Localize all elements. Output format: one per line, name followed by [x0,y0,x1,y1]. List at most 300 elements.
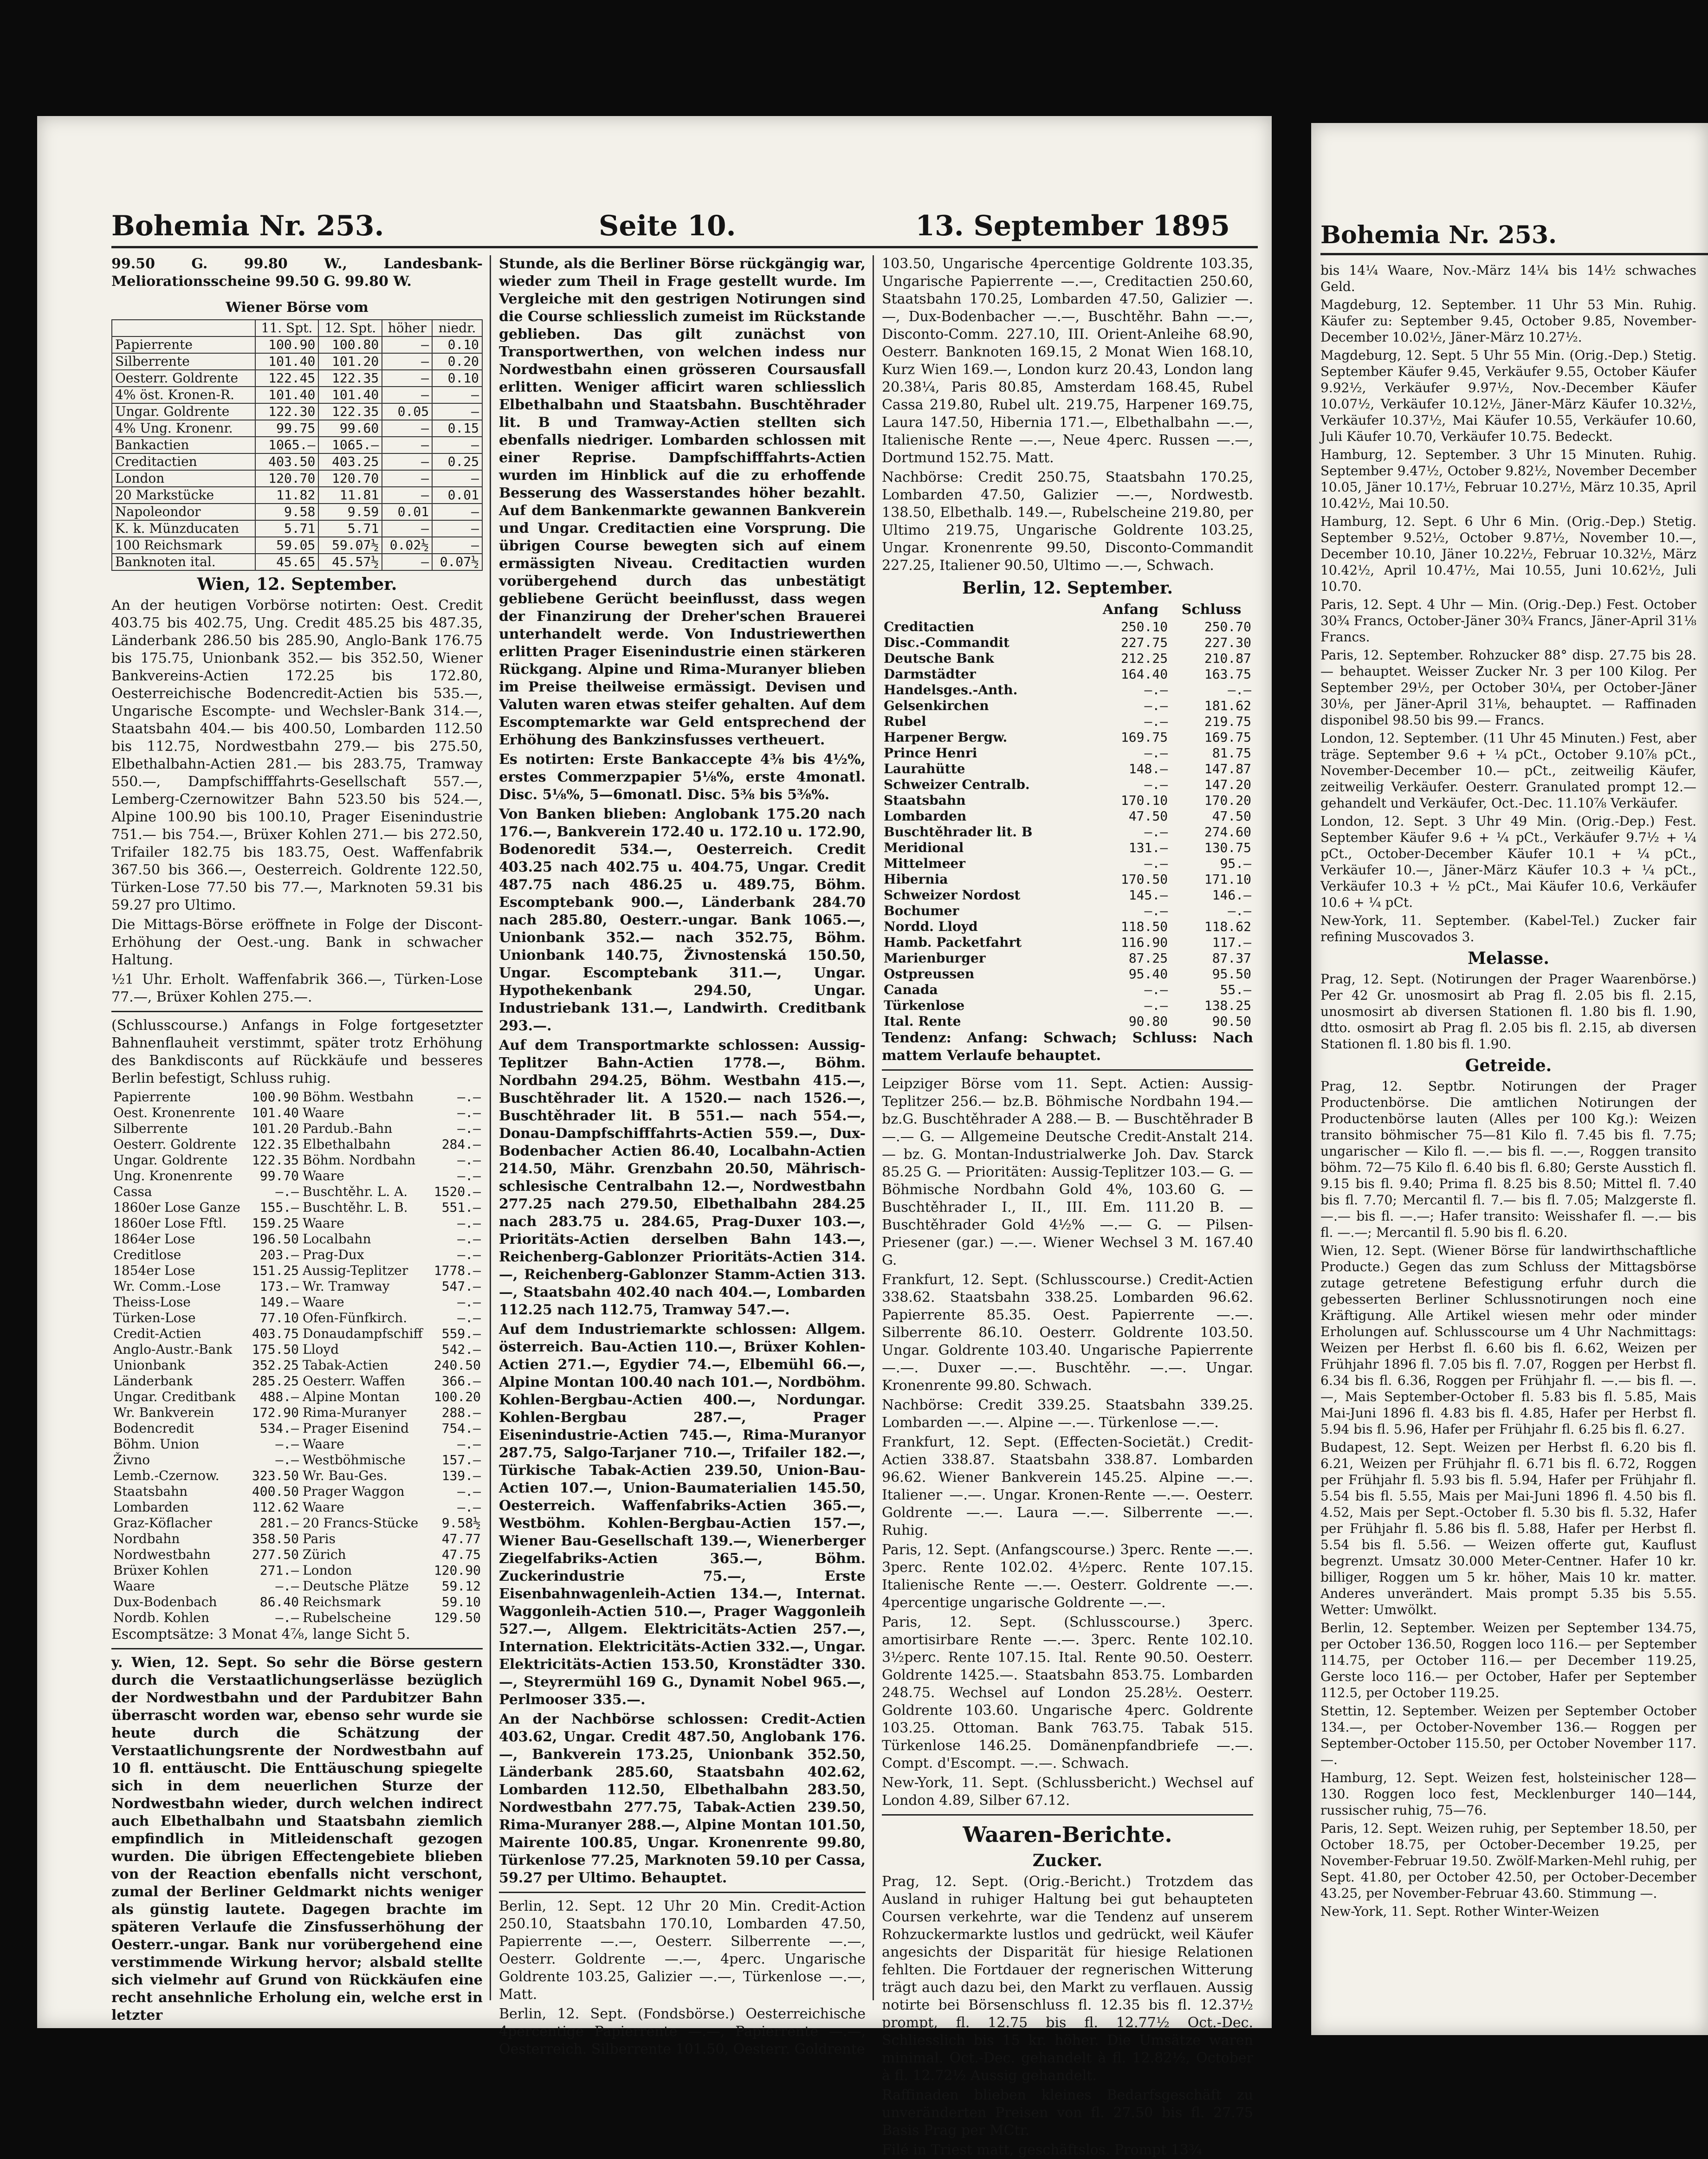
table-cell: 86.40 [259,1594,299,1610]
table-cell: —.— [1144,698,1168,713]
table-cell: 11.81 [318,487,382,504]
table-cell: 203.— [259,1247,299,1262]
table-row [882,666,1253,682]
table-cell: Lemb.-Czernow. [113,1468,220,1483]
table-cell: 155.— [259,1200,299,1215]
table-row [111,1089,483,1105]
table-cell: Nordd. Lloyd [884,919,978,934]
table-row [112,437,482,453]
table-row [112,370,482,387]
table-row [112,537,482,554]
table-cell: Waare [303,1105,344,1120]
divider [882,1069,1253,1071]
paragraph: New-York, 11. September. (Kabel-Tel.) Zucker fair refining Muscovados 3. [1320,913,1696,944]
table-cell: 285.25 [252,1373,299,1389]
table-cell: Theiss-Lose [113,1294,191,1310]
table-cell: Lloyd [303,1342,339,1357]
paragraph: Nachbörse: Credit 339.25. Staatsbahn 339.25. Lombarden —.—. Alpine —.—. Türkenlose —.—. [882,1397,1253,1431]
table-cell: 118.62 [1204,919,1251,934]
table-row [111,1310,483,1326]
table-cell: 55.— [1220,982,1251,997]
table-cell: Rubelscheine [303,1610,391,1625]
table-row [111,1468,483,1484]
table-cell: 45.57½ [318,554,382,570]
table-cell: 210.87 [1204,651,1251,666]
table-cell: Creditactien [112,453,255,470]
table-cell: — [382,353,432,370]
paragraph: Hamburg, 12. Sept. 6 Uhr 6 Min. (Orig.-Dep.) Stetig. September 9.52½, October 9.87½, November 10.—, December 10.10, Jäner 10.22½, Februar 10.32½, März 10.42½, April 10.47½, Mai 10.55, Juni 10.62½, Juli 10.70. [1320,514,1696,594]
table-cell: Ung. Kronenrente [113,1168,233,1183]
table-row [882,998,1253,1014]
table-row [111,1152,483,1168]
table-cell: — [382,437,432,453]
table-cell: 4% öst. Kronen-R. [112,387,255,403]
table-cell: 99.75 [255,420,319,437]
paragraph: Berlin, 12. Sept. (Fondsbörse.) Oesterreichische 4percentige Papierrente —.—, Papierrente —.—, Oesterreich. Silberrente 101.50, Oesterr. Goldrente [499,2006,866,2057]
table-cell: — [382,470,432,487]
table-cell: 403.50 [255,453,319,470]
table-cell: —.— [275,1578,299,1594]
paragraph: ½1 Uhr. Erholt. Waffenfabrik 366.—, Türken-Lose 77.—, Brüxer Kohlen 275.—. [111,971,483,1005]
table-cell: 122.30 [255,403,319,420]
paragraph: Paris, 12. Sept. (Anfangscourse.) 3perc. Rente —.—. 3perc. Rente 102.02. 4½perc. Rente 107.15. Italienische Rente —.—. Oesterr. Goldrente —.—. 4percentige ungarische Goldrente —.—. [882,1542,1253,1611]
paragraph: Magdeburg, 12. September. 11 Uhr 53 Min. Ruhig. Käufer zu: September 9.45, October 9.85, November-December 10.02½, Jäner-März 10.27½. [1320,297,1696,345]
table-cell: —.— [457,1294,481,1310]
table-cell: Gelsenkirchen [884,698,989,713]
table-cell: Oesterr. Goldrente [112,370,255,387]
table-cell: 323.50 [252,1468,299,1483]
table-row [111,1452,483,1468]
table-row [112,554,482,570]
table-cell: Türkenlose [884,998,965,1013]
paragraph: Hamburg, 12. September. 3 Uhr 15 Minuten. Ruhig. September 9.47½, October 9.82½, November December 10.05, Jäner 10.17½, Februar 10.27½, März 10.35, April 10.42½, Mai 10.50. [1320,447,1696,511]
table-row [112,520,482,537]
table-cell: — [382,453,432,470]
table-cell: 0.01 [382,504,432,520]
section-title-zucker: Zucker. [1032,1851,1103,1870]
table-cell: 100.80 [318,336,382,353]
table-row [112,487,482,504]
table-row [111,1231,483,1247]
table-cell: Staatsbahn [113,1484,188,1499]
table-cell: 148.— [1128,761,1168,776]
table-cell: 169.75 [1120,730,1168,745]
table-cell: Prager Eisenind [303,1421,409,1436]
table-row [882,919,1253,935]
table-cell: Rima-Muranyer [303,1405,407,1420]
table-row [111,1215,483,1231]
paragraph: Prag, 12. Septbr. Notirungen der Prager Productenbörse. Die amtlichen Notirungen der Productenbörse lauten (Alles per 100 Kg.): Weizen transito böhmischer 75—81 Kilo fl. 7.45 bis fl. 7.75; ungarischer — Kilo fl. —.— bis fl. —.—, Roggen transito böhm. 72—75 Kilo fl. 6.40 bis fl. 6.80; Gerste Ausstich fl. 9.15 bis fl. 9.40; Prima fl. 8.25 bis 8.50; Mittel fl. 7.40 bis fl. 7.70; Mercantil fl. 7.— bis fl. 7.05; Malzgerste fl. —.— bis fl. —.—; Hafer transito: Weisshafer fl. —.— bis fl. —.—; Mercantil fl. 5.90 bis fl. 6.20. [1320,1079,1696,1240]
table-cell: —.— [457,1121,481,1136]
table-cell: 547.— [441,1279,481,1294]
section-title-berlin: Berlin, 12. September. [962,578,1173,598]
table-cell: 1778.— [433,1263,481,1278]
table-cell: 227.30 [1204,635,1251,650]
table-cell: —.— [1144,745,1168,761]
table-cell: —.— [457,1152,481,1168]
table-row [882,698,1253,714]
table-row [882,982,1253,998]
table-cell: 131.— [1128,840,1168,855]
table-cell: —.— [457,1168,481,1183]
paper-title: Bohemia Nr. 253. [1320,221,1557,249]
table-cell: Böhm. Westbahn [303,1089,414,1105]
table-cell: Türken-Lose [113,1310,196,1325]
table-row [882,950,1253,966]
table-cell: 0.20 [432,353,482,370]
table-cell: 159.25 [252,1215,299,1231]
table-cell: Živno [113,1452,150,1467]
column-header: 12. Spt. [318,320,382,336]
table-cell: — [382,370,432,387]
table-cell: Papierrente [112,336,255,353]
table-cell: Ungar. Goldrente [113,1152,228,1168]
table-row [882,619,1253,635]
table-cell: 284.— [441,1137,481,1152]
column-header [882,601,1092,619]
table-row [882,966,1253,982]
table-row [111,1342,483,1357]
table-cell: Anglo-Austr.-Bank [113,1342,233,1357]
table-cell: 0.05 [382,403,432,420]
table-cell: —.— [1228,903,1251,918]
table-cell: Alpine Montan [303,1389,400,1404]
table-cell: — [382,520,432,537]
table-cell: 99.70 [259,1168,299,1183]
table-cell: —.— [275,1452,299,1467]
paragraph: Raffinaden blieben kleines Bedarfsgeschäft zu unveränderten Preisen von fl. 27.50 bis fl. 27.75 Basis Prag per MCtr. [882,2087,1253,2139]
table-cell: Böhm. Nordbahn [303,1152,416,1168]
table-cell: Unionbank [113,1357,186,1373]
right-page [1311,123,1708,2035]
table-cell: Prag-Dux [303,1247,364,1262]
table-cell: 277.50 [252,1547,299,1562]
table-row [882,887,1253,903]
paragraph: Hamburg, 12. Sept. Weizen fest, holsteinischer 128—130. Roggen loco fest, Mecklenburger 140—144, russischer ruhig, 75—76. [1320,1770,1696,1818]
paragraph: Paris, 12. Sept. 4 Uhr — Min. (Orig.-Dep.) Fest. October 30¾ Francs, October-Jäner 30¾ Francs, Jäner-April 31⅛ Francs. [1320,597,1696,645]
paragraph: Stunde, als die Berliner Börse rückgängig war, wieder zum Theil in Frage gestellt wurde. Im Vergleiche mit den gestrigen Notirungen sind die Course schliesslich zumeist im Rückstande geblieben. Das gilt zunächst von Transportwerthen, von welchen indess nur Nordwestbahn einen grösseren Coursausfall erlitten. Weniger afficirt waren schliesslich Elbethalbahn und Staatsbahn. Buschtěhrader lit. B und Tramway-Actien stellten sich ebenfalls niedriger. Lombarden schlossen mit einer Reprise. Dampfschifffahrts-Actien wurden im Hinblick auf die zu erhoffende Besserung des Wasserstandes höher bezahlt. Auf dem Bankenmarkte gewannen Bankverein und Ungar. Creditactien eine Vorsprung. Die übrigen Course bewegten sich auf einem ermässigten Niveau. Creditactien wurden vorübergehend durch das unbestätigt gebliebene Gerücht beeinflusst, dass wegen der Finanzirung der Dreher'schen Brauerei unterhandelt werde. Von Industriewerthen erlitten Prager Eisenindustrie einen stärkeren Rückgang. Alpine und Rima-Muranyer blieben im Preise theilweise ermässigt. Devisen und Valuten waren etwas steifer gehalten. Auf dem Escomptemarkte war Geld entsprechend der Erhöhung des Bankzinsfusses vertheuert. [499,256,866,748]
paragraph: New-York, 11. Sept. Rother Winter-Weizen [1320,1904,1599,1919]
table-cell: 164.40 [1120,666,1168,682]
table-row [111,1294,483,1310]
paragraph: An der Nachbörse schlossen: Credit-Actien 403.62, Ungar. Credit 487.50, Anglobank 176.—, Bankverein 173.25, Unionbank 352.50, Länderbank 285.60, Staatsbahn 402.62, Lombarden 112.50, Elbethalbahn 283.50, Nordwestbahn 277.75, Tabak-Actien 239.50, Rima-Muranyer 288.—, Alpine Montan 101.50, Mairente 100.85, Ungar. Kronenrente 99.80, Türkenlose 77.25, Marknoten 59.10 per Cassa, 59.27 per Ultimo. Behauptet. [499,1711,866,1886]
table-cell: 196.50 [252,1231,299,1247]
table-cell: 0.01 [432,487,482,504]
table-row [111,1105,483,1121]
paragraph: Prag, 12. Sept. (Orig.-Bericht.) Trotzdem das Ausland in ruhiger Haltung bei gut behaupteten Coursen verkehrte, war die Tendenz auf unserem Rohzuckermarkte lustlos und gedrückt, weil Käufer angesichts der Disparität für hiesige Relationen fehlten. Die Fortdauer der regnerischen Witterung trägt auch dazu bei, den Markt zu verflauen. Aussig notirte bei Börsenschluss fl. 12.35 bis fl. 12.37½ prompt, fl. 12.75 bis fl. 12.77½ Oct.-Dec. Schliesslich bis 15 kr. höher. Die Umsätze waren minimal. Oct.-Dec. gehandelt à fl. 12.82½, October à fl. 12.72½ Aussig gehandelt. [882,1874,1253,2084]
table-row [111,1515,483,1531]
table-cell: Ostpreussen [884,966,975,982]
column-right [1320,262,1696,2017]
table-row [111,1247,483,1263]
table-cell: 488.— [259,1389,299,1404]
table-cell: Staatsbahn [884,793,966,808]
market-report: y. Wien, 12. Sept. So sehr die Börse gestern durch die Verstaatlichungserlässe bezüglich der Nordwestbahn und der Pardubitzer Bahn überrascht worden war, ebenso sehr wurde sie heute durch die Schätzung der Verstaatlichungsrente der Nordwestbahn auf 10 fl. enttäuscht. Die Enttäuschung spiegelte sich in dem neuerlichen Sturze der Nordwestbahn wieder, durch welchen indirect auch Elbethalbahn und Staatsbahn ziemlich empfindlich in Mitleidenschaft gezogen wurden. Die übrigen Effectengebiete blieben von der Reaction ebenfalls nicht verschont, zumal der Berliner Geldmarkt nichts weniger als günstig lautete. Dagegen brachte im späteren Verlaufe die Zinsfusserhöhung der Oesterr.-ungar. Bank nur vorübergehend eine verstimmende Wirkung hervor; alsbald stellte sich vielmehr auf Grund von Rückkäufen eine recht ansehnliche Erholung ein, welche erst in letzter [111,1655,483,2023]
table-cell: Laurahütte [884,761,965,776]
table-cell: 101.20 [318,353,382,370]
table-cell: 87.37 [1212,950,1251,966]
table-cell: Localbahn [303,1231,371,1247]
table-cell: 0.02½ [382,537,432,554]
table-cell: — [382,420,432,437]
paragraph: Leipziger Börse vom 11. Sept. Actien: Aussig-Teplitzer 256.— bz.B. Böhmische Nordbahn 194.— bz.G. Buschtěhrader A 288.— B. — Buschtěhrader B —.— G. — Allgemeine Deutsche Credit-Anstalt 214.— bz. G. Montan-Industrialwerke Joh. Dav. Starck 85.25 G. — Prioritäten: Aussig-Teplitzer 103.— G. — Böhmische Nordbahn Gold 4%, 103.60 G. — Buschtěhrader I., II., III. Em. 111.20 B. — Buschtěhrader Gold 4½% —.— G. — Pilsen-Priesener (gar.) —.—. Wiener Wechsel 3 M. 167.40 G. [882,1076,1253,1268]
table-cell: 171.10 [1204,872,1251,887]
table-cell: Oesterr. Waffen [303,1373,405,1389]
paragraph: Auf dem Transportmarkte schlossen: Aussig-Teplitzer Bahn-Actien 1778.—, Böhm. Nordbahn 294.25, Böhm. Westbahn 415.—, Buschtěhrader lit. A 1520.— nach 1526.—, Buschtěhrader lit. B 551.— nach 554.—, Donau-Dampfschifffahrts-Actien 559.—, Dux-Bodenbacher Actien 86.40, Localbahn-Actien 214.50, Mähr. Grenzbahn 20.50, Mährisch-schlesische Centralbahn 12.—, Nordwestbahn 277.25 nach 279.50, Elbethalbahn 284.25 nach 283.75 u. 284.65, Prag-Duxer 103.—, Prioritäts-Actien derselben Bahn 143.—, Reichenberg-Gablonzer Prioritäts-Actien 314.—, Reichenberg-Gablonzer Stamm-Actien 313.—, Staatsbahn 402.40 nach 404.—, Lombarden 112.25 nach 112.75, Tramway 547.—. [499,1037,866,1318]
table-cell: 146.— [1212,887,1251,903]
table-row [112,336,482,353]
table-cell: 77.10 [259,1310,299,1325]
table-row [882,793,1253,808]
paragraph: Frankfurt, 12. Sept. (Schlusscourse.) Credit-Actien 338.62. Staatsbahn 338.25. Lombarden 96.62. Papierrente 85.35. Oest. Papierrente —.—. Silberrente 86.10. Oesterr. Goldrente 103.50. Ungar. Goldrente 103.40. Ungarische Papierrente —.—. Duxer —.—. Buschtěhr. —.—. Ungar. Kronenrente 99.80. Schwach. [882,1272,1253,1394]
table-cell: —.— [1144,714,1168,729]
table-row [111,1326,483,1342]
table-row [111,1263,483,1279]
table-cell: 163.75 [1204,666,1251,682]
table-cell: Papierrente [113,1089,191,1105]
table-cell: 9.58½ [441,1515,481,1531]
table-row [882,777,1253,793]
table-cell: Oest. Kronenrente [113,1105,235,1120]
table-cell: —.— [457,1247,481,1262]
paragraph: Budapest, 12. Sept. Weizen per Herbst fl. 6.20 bis fl. 6.21, Weizen per Frühjahr fl. 6.71 bis fl. 6.72, Roggen per Frühjahr fl. 5.93 bis fl. 5.94, Hafer per Frühjahr fl. 5.54 bis fl. 5.55, Mais per Mai-Juni 1896 fl. 4.50 bis fl. 4.52, Mais per Sept.-October fl. 5.30 bis fl. 5.32, Hafer per Frühjahr fl. 5.86 bis fl. 5.88, Hafer per Herbst fl. 5.54 bis fl. 5.56. — Weizen offerte gut, Kauflust begrenzt. Umsatz 30.000 Meter-Centner. Hafer 10 kr. billiger, Roggen um 5 kr. höher, Mais 10 kr. matter. Anderes unverändert. Mais prompt 5.35 bis 5.55. Wetter: Umwölkt. [1320,1440,1696,1617]
table-cell: 117.— [1212,935,1251,950]
table-row [111,1184,483,1200]
table-cell: 59.12 [441,1578,481,1594]
paragraph: bis 14¼ Waare, Nov.-März 14¼ bis 14½ schwaches Geld. [1320,263,1696,294]
table-row [882,935,1253,950]
table-cell: Prince Henri [884,745,977,761]
table-cell: Deutsche Bank [884,651,994,666]
table-row [111,1373,483,1389]
table-cell: 175.50 [252,1342,299,1357]
table-cell: 274.60 [1204,824,1251,840]
paper-title: Bohemia Nr. 253. [111,210,384,242]
table-cell: Ungar. Creditbank [113,1389,236,1404]
table-cell: — [432,387,482,403]
paragraph: Frankfurt, 12. Sept. (Effecten-Societät.) Credit-Actien 338.87. Staatsbahn 338.87. Lombarden 96.62. Wiener Bankverein 145.25. Alpine —.—. Italiener —.—. Ungar. Kronen-Rente —.—. Oesterr. Goldrente —.—. Laura —.—. Silberrente —.—. Ruhig. [882,1434,1253,1538]
table-cell: 5.71 [255,520,319,537]
table-cell: Schweizer Nordost [884,887,1021,903]
table-cell: 118.50 [1120,919,1168,934]
paragraph: Nachbörse: Credit 250.75, Staatsbahn 170.25, Lombarden 47.50, Galizier —.—, Nordwestb. 138.50, Elbethalb. 149.—, Rubelscheine 219.80, per Ultimo 219.75, Ungarische Goldrente 103.25, Ungar. Kronenrente 99.50, Disconto-Commandit 227.25, Italiener 90.50, Ultimo —.—, Schwach. [882,469,1253,574]
table-row [882,1014,1253,1029]
table-row [112,420,482,437]
table-cell: 100.90 [252,1089,299,1105]
table-cell: 1860er Lose Fftl. [113,1215,227,1231]
table-row [882,682,1253,698]
paragraph: 103.50, Ungarische 4percentige Goldrente 103.35, Ungarische Papierrente —.—, Creditactien 250.60, Staatsbahn 170.25, Lombarden 47.50, Galizier —.—, Dux-Bodenbacher —.—, Buschtěhr. Bahn —.—, Disconto-Comm. 227.10, III. Orient-Anleihe 68.90, Oesterr. Banknoten 169.15, 2 Monat Wien 168.10, Kurz Wien 169.—, London kurz 20.43, London lang 20.38¼, Paris 80.85, Amsterdam 168.45, Rubel Cassa 219.80, Rubel ult. 219.75, Harpener 169.75, Laura 147.50, Hibernia 171.—, Elbethalbahn —.—, Italienische Rente —.—, Neue 4perc. Russen —.—, Dortmund 152.75. Matt. [882,256,1253,466]
table-cell: Lombarden [884,808,967,824]
table-row [112,470,482,487]
table-header-row [882,601,1253,619]
page-number: Seite 10. [599,210,736,242]
divider [111,1648,483,1649]
table-cell: Meridional [884,840,964,855]
column-1 [111,255,483,2023]
table-cell: 559.— [441,1326,481,1341]
table-row [111,1500,483,1515]
table-cell: 0.10 [432,336,482,353]
table-row [111,1168,483,1184]
table-cell: Pardub.-Bahn [303,1121,393,1136]
table-cell: 101.40 [255,387,319,403]
table-cell: Ofen-Fünfkirch. [303,1310,408,1325]
table-row [111,1421,483,1436]
table-cell: 9.58 [255,504,319,520]
table-cell: 47.75 [441,1547,481,1562]
table-cell: 116.90 [1120,935,1168,950]
wiener-boerse-table [111,319,483,571]
table-cell: —.— [457,1089,481,1105]
table-cell: 59.07½ [318,537,382,554]
table-row [882,714,1253,730]
table-cell: 400.50 [252,1484,299,1499]
table-row [111,1405,483,1421]
table-row [882,635,1253,651]
table-cell: Ungar. Goldrente [112,403,255,420]
table-cell: Brüxer Kohlen [113,1563,209,1578]
table-cell: Nordbahn [113,1531,180,1546]
table-cell: Credit-Actien [113,1326,201,1341]
table-cell: Waare [303,1500,344,1515]
paragraph: Paris, 12. Sept. Weizen ruhig, per September 18.50, per October 18.75, per October-December 19.25, per November-Februar 19.50. Zwölf-Marken-Mehl ruhig, per Sept. 41.80, per October 42.50, per October-December 43.25, per November-Februar 43.60. Stimmung —. [1320,1821,1696,1901]
table-cell: 212.25 [1120,651,1168,666]
table-row [111,1121,483,1137]
table-cell: Waare [113,1578,155,1594]
table-cell: Böhm. Union [113,1436,200,1452]
table-cell: 352.25 [252,1357,299,1373]
table-row [882,651,1253,666]
table-cell: 90.80 [1128,1014,1168,1029]
table-cell: Buschtěhr. L. B. [303,1200,408,1215]
table-cell: 170.10 [1120,793,1168,808]
table-cell: Prager Waggon [303,1484,405,1499]
table-cell: Marienburger [884,950,986,966]
table-cell: Graz-Köflacher [113,1515,212,1531]
table-cell: Ital. Rente [884,1014,961,1029]
table-cell: — [432,504,482,520]
table-cell: 1520.— [433,1184,481,1199]
table-cell: 151.25 [252,1263,299,1278]
table-cell: —.— [457,1484,481,1499]
table-cell: 130.75 [1204,840,1251,855]
table-header-row [112,320,482,336]
table-cell: London [112,470,255,487]
table-row [111,1137,483,1152]
paragraph: Es notirten: Erste Bankaccepte 4⅜ bis 4½%, erstes Commerzpapier 5⅛%, erste 4monatl. Disc. 5⅛%, 5—6monatl. Disc. 5⅜ bis 5⅜%. [499,751,866,803]
table-cell: 122.35 [318,403,382,420]
table-row [882,872,1253,887]
table-cell: 122.35 [252,1152,299,1168]
table-cell: 129.50 [433,1610,481,1625]
paragraph: Die Mittags-Börse eröffnete in Folge der Discont-Erhöhung der Oest.-ung. Bank in schwacher Haltung. [111,917,483,968]
table-cell: 120.90 [433,1563,481,1578]
paragraph: Filé in Triest matt, geschäftslos. Prompt 13¾ [882,2142,1203,2158]
table-cell: 403.25 [318,453,382,470]
table-cell: 5.71 [318,520,382,537]
column-rule [490,255,491,2000]
table-cell: 281.— [259,1515,299,1531]
table-cell: — [432,437,482,453]
table-cell: Buschtěhrader lit. B [884,824,1033,840]
table-row [111,1547,483,1563]
table-row [111,1578,483,1594]
table-cell: Donaudampfschiff [303,1326,423,1341]
divider [111,1011,483,1012]
table-cell: 47.50 [1128,808,1168,824]
table-cell: Wr. Bau-Ges. [303,1468,388,1483]
table-cell: 100.20 [433,1389,481,1404]
table-cell: London [303,1563,352,1578]
table-cell: Reichsmark [303,1594,381,1610]
table-cell: —.— [457,1105,481,1120]
table-cell: 1854er Lose [113,1263,195,1278]
table-cell: —.— [1144,824,1168,840]
table-cell: —.— [1228,682,1251,698]
table-cell: Westböhmische [303,1452,406,1467]
table-cell: —.— [457,1436,481,1452]
table-cell: 47.50 [1212,808,1251,824]
table-cell: 0.10 [432,370,482,387]
column-header [112,320,255,336]
table-row [111,1484,483,1500]
table-row [882,824,1253,840]
table-cell: 122.45 [255,370,319,387]
table-row [882,856,1253,872]
table-cell: 157.— [441,1452,481,1467]
table-row [882,745,1253,761]
table-cell: Banknoten ital. [112,554,255,570]
table-cell: Länderbank [113,1373,193,1389]
table-cell: 101.20 [252,1121,299,1136]
table-cell: 120.70 [255,470,319,487]
column-rule [873,255,874,2000]
table-row [111,1279,483,1294]
table-cell: Lombarden [113,1500,189,1515]
table-cell: Waare [303,1168,344,1183]
table-cell: 20 Francs-Stücke [303,1515,419,1531]
table-row [111,1389,483,1405]
table-cell: 100 Reichsmark [112,537,255,554]
paragraph: Paris, 12. Sept. (Schlusscourse.) 3perc. amortisirbare Rente —.—. 3perc. Rente 102.10. 3½perc. Rente 107.15. Ital. Rente 90.50. Oesterr. Goldrente 1425.—. Staatsbahn 853.75. Lombarden 248.75. Wechsel auf London 25.28½. Oesterr. Goldrente 103.60. Ungarische 4perc. Goldrente 103.25. Ottoman. Bank 763.75. Tabak 515. Türkenlose 146.25. Domänenpfandbriefe —.—. Compt. d'Escompt. —.—. Schwach. [882,1614,1253,1771]
table-cell: Disc.-Commandit [884,635,1009,650]
table-cell: 170.50 [1120,872,1168,887]
table-row [882,761,1253,777]
table-cell: Napoleondor [112,504,255,520]
paragraph: Wien, 12. Sept. (Wiener Börse für landwirthschaftliche Producte.) Gegen das zum Schluss der Mittagsbörse zutage getretene Befestigung erfuhr durch die gebesserten Berliner Schlussnotirungen noch eine Kräftigung. Alle Artikel wiesen mehr oder minder Erholungen auf. Schlusscourse um 4 Uhr Nachmittags: Weizen per Herbst fl. 6.60 bis fl. 6.62, Weizen per Frühjahr 1896 fl. 7.05 bis fl. 7.07, Roggen per Herbst fl. 6.34 bis fl. 6.36, Roggen per Frühjahr fl. —.— bis fl. —.—, Mais September-October fl. 5.83 bis fl. 5.85, Mais Mai-Juni 1896 fl. 4.83 bis fl. 4.85, Hafer per Herbst fl. 5.94 bis fl. 5.96, Hafer per Frühjahr fl. 6.25 bis fl. 6.27. [1320,1243,1696,1437]
table-cell: 551.— [441,1200,481,1215]
table-cell: 95.50 [1212,966,1251,982]
table-cell: 1860er Lose Ganze [113,1200,240,1215]
table-cell: 170.20 [1204,793,1251,808]
intro-text: 99.50 G. 99.80 W., Landesbank-Meliorationsscheine 99.50 G. 99.80 W. [111,256,483,290]
section-title-getreide: Getreide. [1465,1056,1552,1075]
table-cell: 122.35 [318,370,382,387]
table-cell: Mittelmeer [884,856,965,871]
table-cell: 138.25 [1204,998,1251,1013]
table-cell: 403.75 [252,1326,299,1341]
table-cell: 11.82 [255,487,319,504]
table-row [112,453,482,470]
table-cell: Wr. Bankverein [113,1405,214,1420]
table-cell: 101.40 [255,353,319,370]
table-cell: Nordwestbahn [113,1547,211,1562]
berlin-table [882,601,1253,1029]
page-header [1320,211,1708,255]
table-cell: Waare [303,1294,344,1310]
table-row [112,403,482,420]
